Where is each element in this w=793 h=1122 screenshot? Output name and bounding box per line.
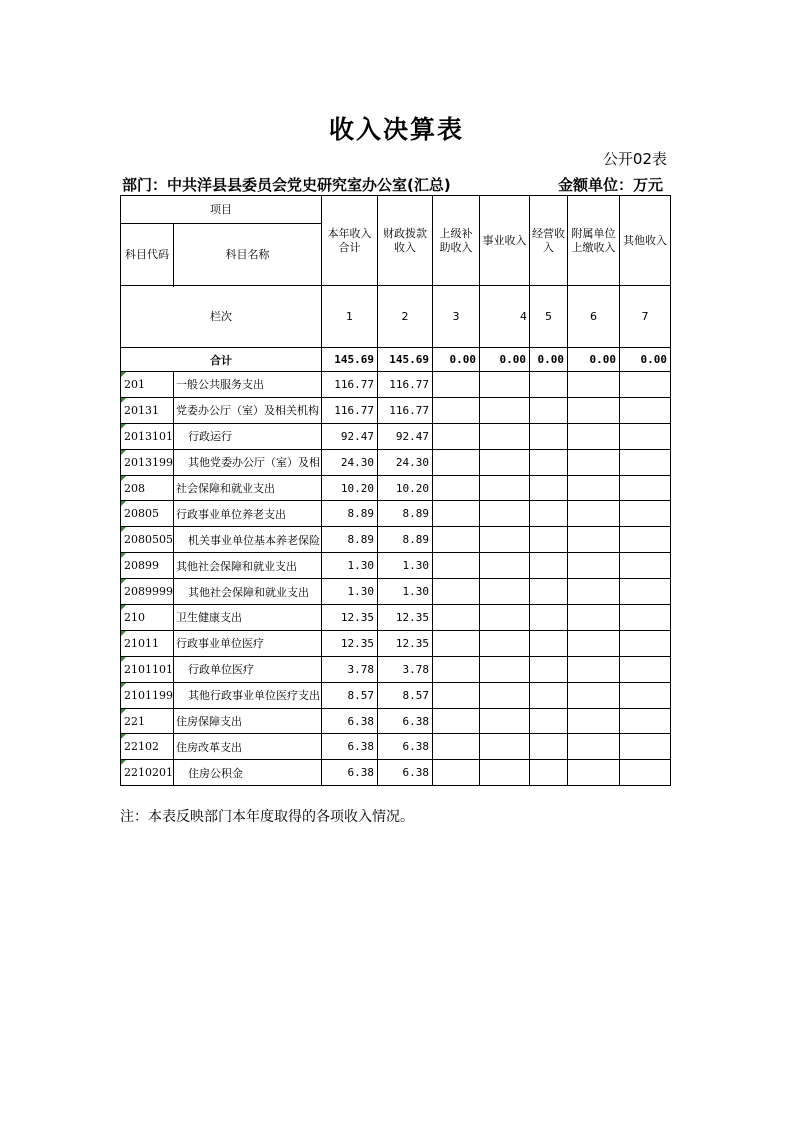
table-row — [121, 605, 671, 631]
row-empty — [568, 760, 620, 786]
row-empty — [620, 553, 671, 579]
row-empty — [433, 372, 480, 398]
row-empty — [620, 760, 671, 786]
row-fiscal: 8.89 — [378, 501, 433, 527]
row-empty — [568, 475, 620, 501]
table-row — [121, 682, 671, 708]
table-row — [121, 423, 671, 449]
row-fiscal: 6.38 — [378, 708, 433, 734]
row-empty — [620, 630, 671, 656]
row-name: 卫生健康支出 — [174, 605, 322, 631]
row-empty — [568, 605, 620, 631]
row-name: 住房公积金 — [174, 760, 322, 786]
row-code: 2101199 — [121, 682, 174, 708]
row-empty — [568, 449, 620, 475]
row-fiscal: 116.77 — [378, 372, 433, 398]
row-name: 一般公共服务支出 — [174, 372, 322, 398]
row-code: 2080505 — [121, 527, 174, 553]
total-label: 合计 — [121, 348, 322, 372]
table-row — [121, 579, 671, 605]
col-num: 2 — [378, 286, 433, 348]
row-code: 2089999 — [121, 579, 174, 605]
row-empty — [568, 423, 620, 449]
row-empty — [530, 397, 568, 423]
row-fiscal: 1.30 — [378, 579, 433, 605]
row-empty — [433, 501, 480, 527]
row-empty — [530, 682, 568, 708]
row-code: 210 — [121, 605, 174, 631]
row-empty — [568, 734, 620, 760]
row-empty — [620, 605, 671, 631]
row-name: 行政事业单位养老支出 — [174, 501, 322, 527]
row-empty — [568, 708, 620, 734]
row-empty — [480, 682, 530, 708]
row-total: 3.78 — [322, 656, 378, 682]
row-empty — [530, 449, 568, 475]
row-empty — [568, 579, 620, 605]
row-name: 其他社会保障和就业支出 — [174, 553, 322, 579]
total-value: 0.00 — [480, 348, 530, 372]
row-empty — [568, 372, 620, 398]
row-name: 行政单位医疗 — [174, 656, 322, 682]
row-total: 6.38 — [322, 760, 378, 786]
row-fiscal: 12.35 — [378, 605, 433, 631]
col-num: 1 — [322, 286, 378, 348]
row-empty — [433, 579, 480, 605]
row-code: 2013101 — [121, 423, 174, 449]
table-row — [121, 734, 671, 760]
row-empty — [568, 682, 620, 708]
row-empty — [480, 501, 530, 527]
row-name: 机关事业单位基本养老保险 — [174, 527, 322, 553]
row-empty — [433, 553, 480, 579]
amount-unit-label: 金额单位：万元 — [557, 176, 663, 194]
row-empty — [620, 372, 671, 398]
table-row — [121, 656, 671, 682]
income-table — [120, 195, 671, 786]
row-fiscal: 8.89 — [378, 527, 433, 553]
row-empty — [480, 630, 530, 656]
row-empty — [530, 527, 568, 553]
row-empty — [620, 708, 671, 734]
total-value: 145.69 — [322, 348, 378, 372]
row-empty — [620, 475, 671, 501]
table-row — [121, 475, 671, 501]
row-total: 8.89 — [322, 527, 378, 553]
row-total: 8.57 — [322, 682, 378, 708]
header-operating: 经营收入 — [530, 196, 568, 286]
row-empty — [620, 449, 671, 475]
col-num: 5 — [530, 286, 568, 348]
table-row — [121, 449, 671, 475]
row-empty — [480, 527, 530, 553]
footnote: 注：本表反映部门本年度取得的各项收入情况。 — [120, 809, 414, 825]
row-empty — [433, 449, 480, 475]
row-empty — [568, 553, 620, 579]
row-empty — [530, 579, 568, 605]
header-fiscal: 财政拨款收入 — [378, 196, 433, 286]
row-name: 其他行政事业单位医疗支出 — [174, 682, 322, 708]
row-fiscal: 3.78 — [378, 656, 433, 682]
row-empty — [530, 423, 568, 449]
row-total: 116.77 — [322, 372, 378, 398]
header-name: 科目名称 — [174, 224, 322, 286]
row-empty — [530, 475, 568, 501]
row-code: 2210201 — [121, 760, 174, 786]
col-num: 7 — [620, 286, 671, 348]
total-value: 0.00 — [620, 348, 671, 372]
row-empty — [530, 553, 568, 579]
row-name: 其他党委办公厅（室）及相 — [174, 449, 322, 475]
row-empty — [530, 708, 568, 734]
row-code: 20899 — [121, 553, 174, 579]
row-empty — [568, 527, 620, 553]
row-empty — [433, 397, 480, 423]
row-code: 20131 — [121, 397, 174, 423]
row-empty — [620, 397, 671, 423]
row-fiscal: 10.20 — [378, 475, 433, 501]
header-code: 科目代码 — [121, 224, 174, 286]
row-empty — [568, 630, 620, 656]
row-fiscal: 1.30 — [378, 553, 433, 579]
table-row — [121, 527, 671, 553]
row-empty — [433, 605, 480, 631]
row-empty — [433, 527, 480, 553]
row-total: 6.38 — [322, 734, 378, 760]
header-other: 其他收入 — [620, 196, 671, 286]
row-name: 住房改革支出 — [174, 734, 322, 760]
row-total: 10.20 — [322, 475, 378, 501]
row-fiscal: 12.35 — [378, 630, 433, 656]
header-business: 事业收入 — [480, 196, 530, 286]
row-empty — [530, 372, 568, 398]
header-superior: 上级补助收入 — [433, 196, 480, 286]
row-total: 6.38 — [322, 708, 378, 734]
row-code: 208 — [121, 475, 174, 501]
row-empty — [530, 630, 568, 656]
row-fiscal: 8.57 — [378, 682, 433, 708]
row-empty — [480, 605, 530, 631]
total-value: 0.00 — [530, 348, 568, 372]
row-total: 92.47 — [322, 423, 378, 449]
row-empty — [480, 708, 530, 734]
row-total: 1.30 — [322, 579, 378, 605]
row-empty — [530, 656, 568, 682]
total-value: 0.00 — [433, 348, 480, 372]
row-empty — [530, 605, 568, 631]
table-row — [121, 501, 671, 527]
header-affiliated: 附属单位上缴收入 — [568, 196, 620, 286]
row-empty — [480, 553, 530, 579]
row-empty — [433, 734, 480, 760]
row-empty — [568, 656, 620, 682]
row-code: 221 — [121, 708, 174, 734]
row-empty — [433, 760, 480, 786]
row-empty — [480, 423, 530, 449]
row-empty — [620, 734, 671, 760]
row-empty — [530, 734, 568, 760]
row-empty — [568, 501, 620, 527]
row-code: 22102 — [121, 734, 174, 760]
row-empty — [480, 656, 530, 682]
row-empty — [480, 579, 530, 605]
row-total: 12.35 — [322, 630, 378, 656]
table-row — [121, 372, 671, 398]
total-value: 145.69 — [378, 348, 433, 372]
row-name: 党委办公厅（室）及相关机构 — [174, 397, 322, 423]
page-title: 收入决算表 — [328, 115, 464, 144]
row-total: 12.35 — [322, 605, 378, 631]
col-num: 3 — [433, 286, 480, 348]
row-empty — [480, 760, 530, 786]
row-fiscal: 24.30 — [378, 449, 433, 475]
row-empty — [620, 656, 671, 682]
table-row — [121, 708, 671, 734]
row-empty — [530, 501, 568, 527]
row-name: 其他社会保障和就业支出 — [174, 579, 322, 605]
col-num: 6 — [568, 286, 620, 348]
row-empty — [620, 423, 671, 449]
table-row — [121, 630, 671, 656]
form-number: 公开02表 — [602, 150, 667, 168]
header-column-order: 栏次 — [121, 286, 322, 348]
header-item: 项目 — [121, 196, 322, 224]
row-empty — [620, 682, 671, 708]
row-total: 8.89 — [322, 501, 378, 527]
header-total: 本年收入合计 — [322, 196, 378, 286]
table-row — [121, 397, 671, 423]
row-empty — [433, 630, 480, 656]
row-code: 201 — [121, 372, 174, 398]
row-empty — [433, 682, 480, 708]
row-name: 行政运行 — [174, 423, 322, 449]
row-empty — [433, 656, 480, 682]
row-code: 2013199 — [121, 449, 174, 475]
row-code: 21011 — [121, 630, 174, 656]
row-empty — [480, 734, 530, 760]
row-fiscal: 116.77 — [378, 397, 433, 423]
row-empty — [480, 372, 530, 398]
row-fiscal: 6.38 — [378, 760, 433, 786]
row-total: 1.30 — [322, 553, 378, 579]
table-row — [121, 553, 671, 579]
row-empty — [480, 449, 530, 475]
row-name: 住房保障支出 — [174, 708, 322, 734]
row-total: 116.77 — [322, 397, 378, 423]
row-name: 行政事业单位医疗 — [174, 630, 322, 656]
row-empty — [530, 760, 568, 786]
row-name: 社会保障和就业支出 — [174, 475, 322, 501]
row-code: 2101101 — [121, 656, 174, 682]
row-fiscal: 6.38 — [378, 734, 433, 760]
row-fiscal: 92.47 — [378, 423, 433, 449]
row-code: 20805 — [121, 501, 174, 527]
row-empty — [620, 501, 671, 527]
row-empty — [433, 708, 480, 734]
table-row — [121, 760, 671, 786]
row-empty — [433, 423, 480, 449]
row-empty — [480, 475, 530, 501]
row-empty — [433, 475, 480, 501]
row-empty — [568, 397, 620, 423]
row-empty — [620, 527, 671, 553]
row-empty — [480, 397, 530, 423]
department-label: 部门：中共洋县县委员会党史研究室办公室(汇总) — [122, 176, 451, 194]
row-empty — [620, 579, 671, 605]
total-value: 0.00 — [568, 348, 620, 372]
row-total: 24.30 — [322, 449, 378, 475]
col-num: 4 — [480, 286, 530, 348]
